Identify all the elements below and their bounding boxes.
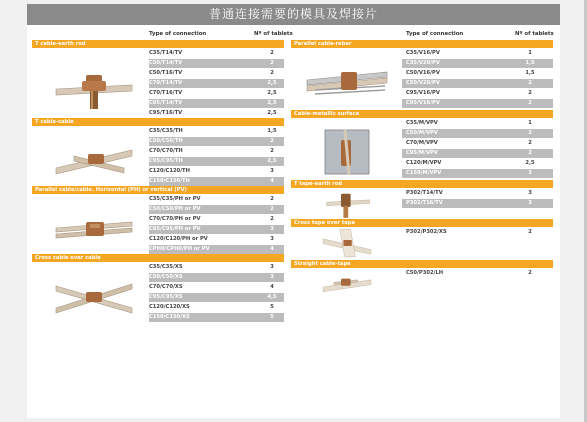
table-row [149, 167, 284, 176]
connection-type: P302/P302/XS [406, 229, 447, 235]
connection-type: C50/C50/TH [149, 138, 183, 144]
table-row [149, 59, 284, 68]
connection-type: C50/V16/PV [406, 70, 440, 76]
table-row [149, 235, 284, 244]
page-title: 普通连接需要的模具及焊接片 [27, 4, 560, 25]
column-header [291, 29, 553, 40]
parallel-cable-rebar-icon [305, 56, 389, 106]
table-row [402, 59, 553, 68]
tablet-count: 2,5 [267, 80, 277, 86]
connection-type: C120/C120/XS [149, 304, 190, 310]
connection-type: C150/C150/XS [149, 314, 190, 320]
group-title: Cable-metallic surface [291, 110, 553, 118]
tablet-count: 2,5 [267, 158, 277, 164]
table-row [402, 69, 553, 78]
connection-type: C150/M/VPV [406, 170, 442, 176]
group-title: Parallel cable-rebar [291, 40, 553, 48]
connection-type: C120/C120/TH [149, 168, 190, 174]
table-row [402, 129, 553, 138]
group-parallel-cable-cable-horizontal-ph-or-vertical-pv [32, 186, 284, 254]
group-cross-tape-over-tape [291, 219, 553, 260]
connection-type: C35/C35/XS [149, 264, 183, 270]
tablet-count: 4 [270, 178, 274, 184]
tablet-count: 5 [270, 314, 274, 320]
group-table [32, 127, 284, 186]
table-row [149, 127, 284, 136]
connection-type: C50/T14/TV [149, 60, 183, 66]
table-row [149, 137, 284, 146]
group-title: Cross cable over cable [32, 254, 284, 262]
connection-type: C70/C70/PH or PV [149, 216, 201, 222]
group-t-tape-earth-rod [291, 180, 553, 219]
tablet-count: 3 [270, 236, 274, 242]
group-title: Cross tape over tape [291, 219, 553, 227]
table-row [149, 109, 284, 118]
tablet-count: 3 [270, 226, 274, 232]
tablet-count: 1 [528, 120, 532, 126]
cross-tape-icon [305, 228, 389, 258]
column-header [32, 29, 293, 40]
group-straight-cable-tape [291, 260, 553, 278]
tablet-count: 2 [270, 60, 274, 66]
tablet-count: 3 [270, 168, 274, 174]
connection-type: C95/T14/TV [149, 100, 183, 106]
tablet-count: 2 [270, 216, 274, 222]
catalog-page [27, 4, 560, 418]
connection-type: C50/C50/XS [149, 274, 183, 280]
left-column [32, 29, 293, 322]
table-row [402, 139, 553, 148]
tablet-count: 2,5 [525, 160, 535, 166]
group-title: T cable-earth rod [32, 40, 284, 48]
group-cross-cable-over-cable [32, 254, 284, 322]
connection-type: C70/T14/TV [149, 80, 183, 86]
group-t-cable-cable [32, 118, 284, 186]
tablet-count: 3 [528, 170, 532, 176]
tablet-count: 2 [270, 206, 274, 212]
table-row [149, 215, 284, 224]
tablet-count: 3 [270, 264, 274, 270]
t-cable-earth-rod-icon [54, 61, 134, 111]
tablet-count: 2 [270, 138, 274, 144]
tablet-count: 2 [528, 150, 532, 156]
tablet-count: 3 [270, 274, 274, 280]
table-row [149, 273, 284, 282]
connection-type: C50/V20/PV [406, 80, 440, 86]
tablet-count: 2 [270, 70, 274, 76]
tablet-count: 2 [528, 100, 532, 106]
table-row [149, 157, 284, 166]
table-row [149, 293, 284, 302]
table-row [402, 189, 553, 198]
group-title: Parallel cable/cable. Horizontal (PH) or vertical (PV) [32, 186, 284, 194]
t-tape-earth-rod-icon [305, 189, 389, 219]
straight-cable-tape-icon [305, 269, 389, 299]
parallel-cable-cable-icon [54, 202, 134, 252]
cable-metallic-surface-icon [305, 126, 389, 176]
connection-type: CPH0/CPH0/PH or PV [149, 246, 210, 252]
tablet-count: 3 [528, 190, 532, 196]
connection-type: C95/C95/XS [149, 294, 183, 300]
tablet-count: 5 [270, 304, 274, 310]
table-row [402, 79, 553, 88]
table-row [149, 205, 284, 214]
tablet-count: 1 [528, 50, 532, 56]
type-header: Type of connection [149, 31, 207, 37]
table-row [402, 49, 553, 58]
connection-type: C50/T16/TV [149, 70, 183, 76]
table-row [149, 283, 284, 292]
table-row [149, 147, 284, 156]
group-t-cable-earth-rod [32, 40, 284, 118]
connection-type: C35/T14/TV [149, 50, 183, 56]
tablet-count: 2 [270, 196, 274, 202]
table-row [149, 89, 284, 98]
table-row [402, 199, 553, 208]
group-table [291, 49, 553, 110]
type-header: Type of connection [406, 31, 464, 37]
tablet-count: 4 [270, 246, 274, 252]
tablet-count: 2 [270, 50, 274, 56]
connection-type: C95/M/VPV [406, 150, 438, 156]
tablet-count: 3 [528, 200, 532, 206]
connection-type: C95/V16/PV [406, 100, 440, 106]
table-row [402, 119, 553, 128]
connection-type: C70/C70/TH [149, 148, 183, 154]
connection-type: C70/T16/TV [149, 90, 183, 96]
table-row [149, 49, 284, 58]
connection-type: C35/M/VPV [406, 120, 438, 126]
table-row [402, 269, 553, 278]
tablet-count: 1,5 [525, 70, 535, 76]
connection-type: C35/C35/TH [149, 128, 183, 134]
t-cable-cable-icon [54, 134, 134, 184]
tablet-count: 2 [528, 90, 532, 96]
table-row [402, 89, 553, 98]
connection-type: C35/C35/PH or PV [149, 196, 201, 202]
group-title: Straight cable-tape [291, 260, 553, 268]
table-row [402, 228, 553, 237]
tablet-count: 2 [528, 229, 532, 235]
cross-cable-icon [54, 270, 134, 320]
table-row [149, 195, 284, 204]
tablet-count: 4,5 [267, 294, 277, 300]
group-table [291, 189, 553, 219]
group-table [291, 228, 553, 260]
connection-type: C70/C70/XS [149, 284, 183, 290]
table-row [149, 69, 284, 78]
tablet-count: 4 [270, 284, 274, 290]
table-row [402, 169, 553, 178]
group-table [291, 119, 553, 180]
tablet-count: 2 [528, 130, 532, 136]
group-title: T cable-cable [32, 118, 284, 126]
table-row [149, 99, 284, 108]
connection-type: C50/M/VPV [406, 130, 438, 136]
tablet-count: 2,5 [267, 90, 277, 96]
tablet-count: 2,5 [267, 110, 277, 116]
table-row [149, 79, 284, 88]
connection-type: C95/V16/PV [406, 90, 440, 96]
table-row [149, 303, 284, 312]
group-table [32, 195, 284, 254]
connection-type: C150/C150/TH [149, 178, 190, 184]
table-row [149, 177, 284, 186]
connection-type: C95/C95/PH or PV [149, 226, 201, 232]
tablet-count: 2,5 [267, 100, 277, 106]
tablets-header: Nº of tablets [515, 31, 554, 37]
table-row [149, 263, 284, 272]
tablet-count: 2 [528, 140, 532, 146]
table-row [149, 245, 284, 254]
group-table [32, 263, 284, 322]
table-row [402, 159, 553, 168]
connection-type: C50/C50/PH or PV [149, 206, 201, 212]
group-title: T tape-earth rod [291, 180, 553, 188]
connection-type: C35/V16/PV [406, 50, 440, 56]
tablet-count: 2 [528, 80, 532, 86]
table-row [402, 99, 553, 108]
connection-type: C70/M/VPV [406, 140, 438, 146]
connection-type: C50/P302/LH [406, 270, 444, 276]
connection-type: C120/M/VPV [406, 160, 442, 166]
tablets-header: Nº of tablets [254, 31, 293, 37]
group-table [291, 269, 553, 278]
right-column [291, 29, 553, 278]
connection-type: C35/V20/PV [406, 60, 440, 66]
tablet-count: 2 [270, 148, 274, 154]
connection-type: C120/C120/PH or PV [149, 236, 208, 242]
table-row [402, 149, 553, 158]
connection-type: P302/T16/TV [406, 200, 443, 206]
group-parallel-cable-rebar [291, 40, 553, 110]
group-cable-metallic-surface [291, 110, 553, 180]
table-row [149, 225, 284, 234]
tablet-count: 1,5 [267, 128, 277, 134]
group-table [32, 49, 284, 118]
tablet-count: 1,5 [525, 60, 535, 66]
connection-type: C95/C95/TH [149, 158, 183, 164]
connection-type: P302/T14/TV [406, 190, 443, 196]
tablet-count: 2 [528, 270, 532, 276]
connection-type: C95/T16/TV [149, 110, 183, 116]
table-row [149, 313, 284, 322]
